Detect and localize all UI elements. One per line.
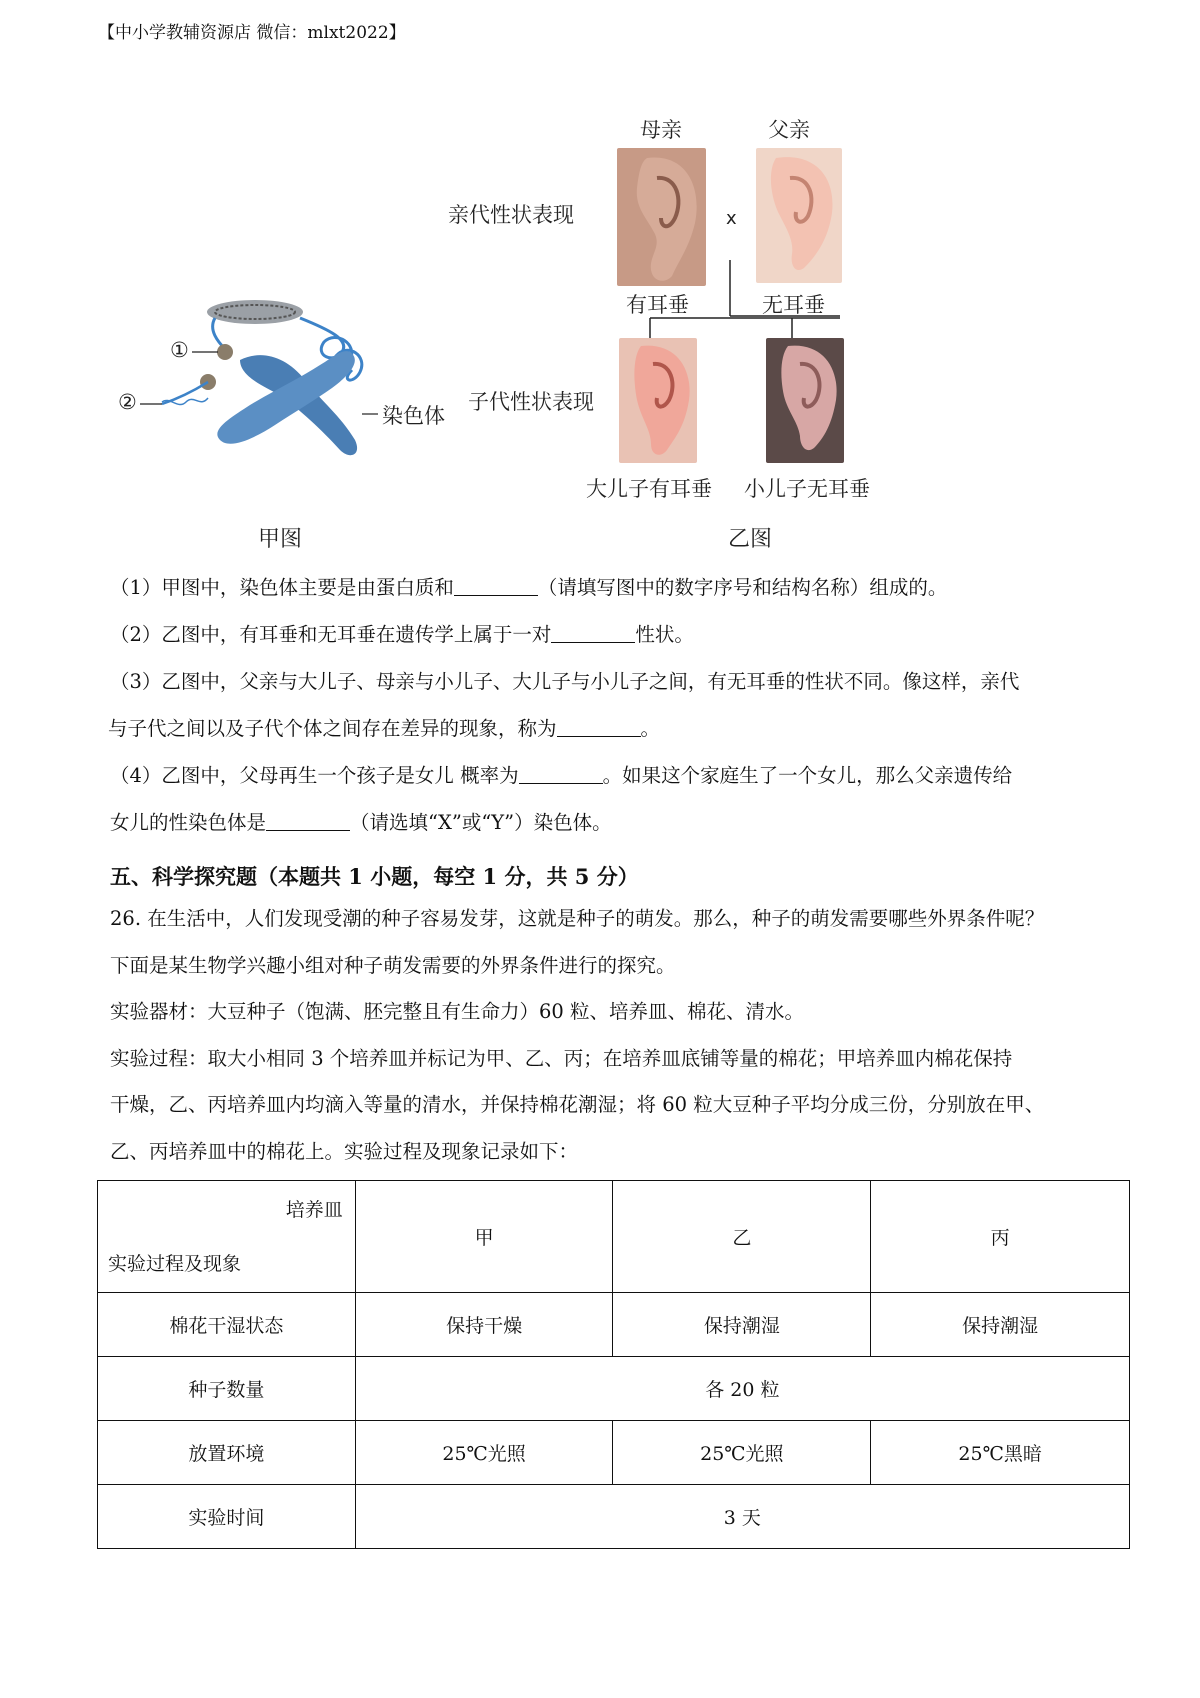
table-row	[98, 1421, 1130, 1485]
younger-son-ear-photo	[766, 338, 844, 463]
histone-bead	[217, 344, 233, 360]
label-father: 父亲	[768, 118, 810, 142]
q26-line: 乙、丙培养皿中的棉花上。实验过程及现象记录如下：	[110, 1139, 579, 1163]
father-trait: 无耳垂	[762, 293, 825, 317]
elder-son-ear-photo	[619, 338, 697, 463]
table-cell: 保持干燥	[355, 1293, 613, 1357]
section-title: 五、科学探究题（本题共 1 小题，每空 1 分，共 5 分）	[110, 864, 639, 889]
table-header-row	[98, 1181, 1130, 1293]
younger-son-trait: 小儿子无耳垂	[744, 477, 870, 501]
table-cell: 25℃光照	[613, 1421, 871, 1485]
table-cell: 各 20 粒	[355, 1357, 1129, 1421]
q26-line: 下面是某生物学兴趣小组对种子萌发需要的外界条件进行的探究。	[110, 953, 676, 977]
q26-line: 实验器材：大豆种子（饱满、胚完整且有生命力）60 粒、培养皿、棉花、清水。	[110, 1000, 805, 1023]
chromatin-coil	[207, 300, 303, 324]
cross-symbol: x	[726, 208, 737, 229]
mother-trait: 有耳垂	[626, 293, 689, 317]
answer-blank[interactable]	[557, 718, 641, 737]
table-row	[98, 1357, 1130, 1421]
parent-row-label: 亲代性状表现	[448, 203, 574, 227]
table-row	[98, 1293, 1130, 1357]
answer-blank[interactable]	[551, 624, 635, 643]
table-corner-cell	[98, 1181, 356, 1293]
question-4-line2: 女儿的性染色体是 （请选填“X”或“Y”）染色体。	[110, 811, 612, 834]
row-label: 放置环境	[98, 1421, 356, 1485]
table-cell: 25℃光照	[355, 1421, 613, 1485]
chromosome-label: 染色体	[382, 404, 445, 428]
figure-yi-caption: 乙图	[728, 527, 773, 552]
elder-son-trait: 大儿子有耳垂	[586, 477, 712, 501]
row-label: 种子数量	[98, 1357, 356, 1421]
question-3-line2: 与子代之间以及子代个体之间存在差异的现象，称为 。	[108, 717, 661, 740]
corner-top-label: 培养皿	[285, 1199, 343, 1221]
table-row	[98, 1485, 1130, 1549]
experiment-table	[97, 1180, 1130, 1549]
table-cell: 保持潮湿	[613, 1293, 871, 1357]
question-2: （2）乙图中，有耳垂和无耳垂在遗传学上属于一对 性状。	[110, 623, 694, 646]
column-header: 甲	[355, 1181, 613, 1293]
q26-line: 干燥，乙、丙培养皿内均滴入等量的清水，并保持棉花潮湿；将 60 粒大豆种子平均分成三份，分别放在甲、	[110, 1093, 1045, 1116]
column-header: 乙	[613, 1181, 871, 1293]
chromosome-illustration	[100, 290, 490, 490]
answer-blank[interactable]	[519, 765, 603, 784]
chromosome-x-shape	[217, 351, 357, 455]
question-26	[110, 896, 1100, 1175]
q26-line: 实验过程：取大小相同 3 个培养皿并标记为甲、乙、丙；在培养皿底铺等量的棉花；甲培养皿内棉花保持	[110, 1046, 1013, 1070]
answer-blank[interactable]	[266, 812, 350, 831]
q26-line: 26. 在生活中，人们发现受潮的种子容易发芽，这就是种子的萌发。那么，种子的萌发需要哪些外界条件呢？	[110, 907, 1045, 930]
row-label: 棉花干湿状态	[98, 1293, 356, 1357]
figure-jia	[100, 290, 490, 490]
question-1: （1）甲图中，染色体主要是由蛋白质和 （请填写图中的数字序号和结构名称）组成的。	[110, 576, 948, 599]
table-cell: 25℃黑暗	[871, 1421, 1130, 1485]
header-note: 【中小学教辅资源店 微信：mlxt2022】	[98, 23, 406, 43]
label-mother: 母亲	[640, 118, 682, 142]
marker-1: ①	[170, 338, 189, 362]
figure-jia-caption: 甲图	[258, 527, 303, 552]
question-3-line1: （3）乙图中，父亲与大儿子、母亲与小儿子、大儿子与小儿子之间，有无耳垂的性状不同。像这样，亲代	[110, 670, 1020, 693]
corner-bottom-label: 实验过程及现象	[108, 1253, 242, 1275]
table-cell: 3 天	[355, 1485, 1129, 1549]
child-row-label: 子代性状表现	[468, 390, 594, 414]
answer-blank[interactable]	[454, 577, 538, 596]
column-header: 丙	[871, 1181, 1130, 1293]
row-label: 实验时间	[98, 1485, 356, 1549]
questions-block	[110, 564, 1100, 846]
question-4-line1: （4）乙图中，父母再生一个孩子是女儿 概率为 。如果这个家庭生了一个女儿，那么父亲遗传给	[110, 764, 1013, 787]
marker-2: ②	[118, 390, 137, 414]
table-cell: 保持潮湿	[871, 1293, 1130, 1357]
